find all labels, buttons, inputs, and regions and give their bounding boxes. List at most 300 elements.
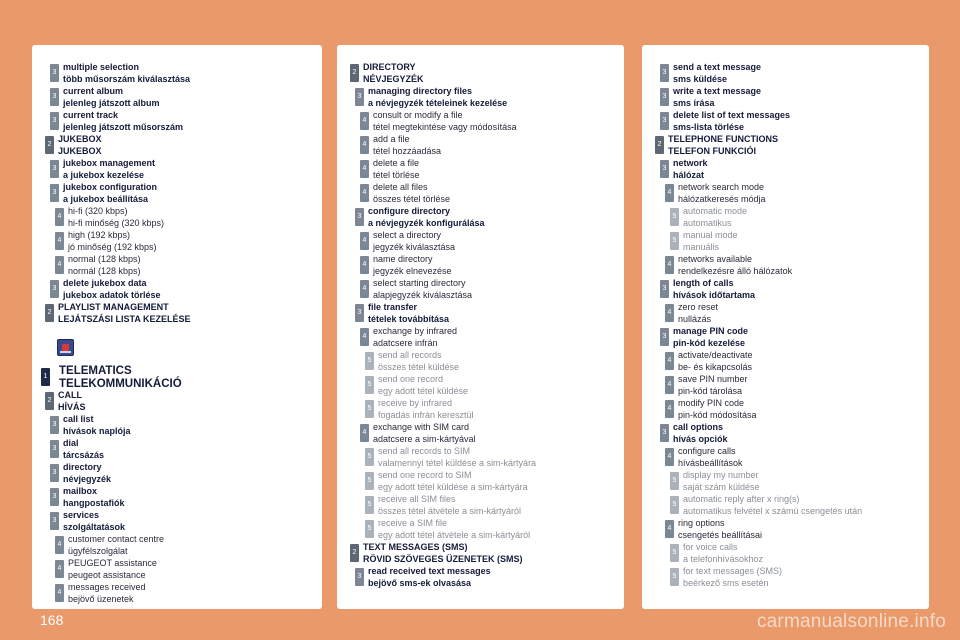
entry-label-hu: automatikus — [683, 218, 732, 228]
level-badge: 5 — [365, 496, 374, 514]
entry-label-hu: összes tétel átvétele a sim-kártyáról — [378, 506, 522, 516]
index-entry — [32, 581, 322, 605]
index-entry — [642, 181, 929, 205]
level-badge: 3 — [50, 512, 59, 530]
entry-text — [378, 445, 622, 469]
entry-text — [678, 181, 927, 205]
entry-label-hu: a jukebox kezelése — [63, 170, 145, 180]
entry-text — [673, 325, 927, 349]
level-badge: 5 — [365, 472, 374, 490]
entry-label-en: for voice calls — [683, 542, 738, 552]
entry-label-en: jukebox configuration — [63, 182, 158, 192]
entry-label-en: activate/deactivate — [678, 350, 753, 360]
entry-label-hu: hálózatkeresés módja — [678, 194, 766, 204]
level-badge: 3 — [355, 208, 364, 226]
entry-label-hu: alapjegyzék kiválasztása — [373, 290, 473, 300]
entry-label-hu: normál (128 kbps) — [68, 266, 141, 276]
entry-label-hu: pin-kód módosítása — [678, 410, 757, 420]
entry-label-hu: RÖVID SZÖVEGES ÜZENETEK (SMS) — [363, 554, 523, 564]
entry-label-en: automatic reply after x ring(s) — [683, 494, 800, 504]
index-column-2 — [337, 45, 624, 609]
index-entry — [642, 373, 929, 397]
entry-text — [678, 445, 927, 469]
entry-label-hu: hálózat — [673, 170, 705, 180]
index-entry — [642, 109, 929, 133]
entry-text — [368, 85, 622, 109]
entry-text — [63, 85, 320, 109]
entry-label-en: save PIN number — [678, 374, 748, 384]
entry-label-hu: a telefonhívásokhoz — [683, 554, 764, 564]
entry-text — [668, 133, 927, 157]
level-badge: 2 — [350, 64, 359, 82]
entry-label-en: call options — [673, 422, 724, 432]
entry-text — [673, 421, 927, 445]
entry-label-hu: manuális — [683, 242, 720, 252]
entry-label-en: delete list of text messages — [673, 110, 791, 120]
level-badge: 4 — [55, 536, 64, 554]
entry-label-hu: tétel hozzáadása — [373, 146, 442, 156]
level-badge: 3 — [660, 328, 669, 346]
entry-text — [63, 413, 320, 437]
entry-text — [378, 469, 622, 493]
entry-label-en: send one record to SIM — [378, 470, 472, 480]
level-badge: 3 — [50, 488, 59, 506]
entry-label-hu: egy adott tétel küldése a sim-kártyára — [378, 482, 528, 492]
index-entry — [642, 61, 929, 85]
entry-label-en: customer contact centre — [68, 534, 165, 544]
index-entry — [32, 109, 322, 133]
entry-text — [59, 365, 320, 391]
entry-label-en: length of calls — [673, 278, 734, 288]
entry-text — [373, 325, 622, 349]
index-entry — [337, 517, 624, 541]
entry-label-en: configure calls — [678, 446, 736, 456]
entry-label-hu: TELEFON FUNKCIÓI — [668, 146, 756, 156]
entry-label-hu: bejövő üzenetek — [68, 594, 134, 604]
level-badge: 2 — [45, 392, 54, 410]
entry-label-hu: jegyzék kiválasztása — [373, 242, 456, 252]
level-badge: 4 — [665, 448, 674, 466]
entry-text — [63, 181, 320, 205]
index-entry — [32, 61, 322, 85]
entry-text — [63, 61, 320, 85]
entry-label-en: select a directory — [373, 230, 442, 240]
entry-label-en: send a text message — [673, 62, 762, 72]
level-badge: 4 — [360, 280, 369, 298]
entry-text — [673, 61, 927, 85]
entry-label-hu: adatcsere a sim-kártyával — [373, 434, 476, 444]
index-entry — [337, 181, 624, 205]
entry-text — [68, 533, 320, 557]
entry-label-en: current album — [63, 86, 124, 96]
index-entry — [32, 229, 322, 253]
entry-text — [63, 277, 320, 301]
entry-label-en: DIRECTORY — [363, 62, 416, 72]
entry-label-hu: névjegyzék — [63, 474, 112, 484]
entry-text — [678, 373, 927, 397]
index-entry — [32, 85, 322, 109]
entry-label-en: PEUGEOT assistance — [68, 558, 157, 568]
entry-label-en: CALL — [58, 390, 82, 400]
entry-text — [58, 301, 320, 325]
level-badge: 5 — [670, 472, 679, 490]
level-badge: 4 — [360, 112, 369, 130]
entry-label-en: networks available — [678, 254, 753, 264]
entry-label-hu: automatikus felvétel x számú csengetés után — [683, 506, 863, 516]
index-entry — [32, 133, 322, 157]
index-column-1 — [32, 45, 322, 609]
entry-text — [678, 349, 927, 373]
entry-label-en: managing directory files — [368, 86, 473, 96]
index-entry — [337, 277, 624, 301]
entry-label-hu: hi-fi minőség (320 kbps) — [68, 218, 165, 228]
level-badge: 3 — [50, 160, 59, 178]
index-entry — [337, 253, 624, 277]
entry-text — [63, 509, 320, 533]
index-entry — [32, 301, 322, 325]
level-badge: 5 — [365, 352, 374, 370]
level-badge: 2 — [45, 136, 54, 154]
index-entry — [337, 373, 624, 397]
index-entry — [642, 325, 929, 349]
level-badge: 3 — [50, 464, 59, 482]
level-badge: 4 — [665, 400, 674, 418]
entry-text — [368, 205, 622, 229]
entry-label-hu: jelenleg játszott műsorszám — [63, 122, 184, 132]
entry-text — [68, 581, 320, 605]
entry-text — [373, 253, 622, 277]
entry-label-hu: HÍVÁS — [58, 402, 86, 412]
level-badge: 4 — [55, 256, 64, 274]
level-badge: 3 — [50, 416, 59, 434]
entry-label-en: name directory — [373, 254, 433, 264]
index-entry — [642, 133, 929, 157]
level-badge: 4 — [665, 304, 674, 322]
entry-text — [683, 205, 927, 229]
index-entry — [32, 485, 322, 509]
level-badge: 4 — [665, 520, 674, 538]
entry-label-en: services — [63, 510, 100, 520]
level-badge: 3 — [660, 88, 669, 106]
entry-label-en: multiple selection — [63, 62, 140, 72]
entry-label-hu: jegyzék elnevezése — [373, 266, 452, 276]
index-entry — [642, 277, 929, 301]
entry-label-hu: sms írása — [673, 98, 715, 108]
entry-label-en: delete a file — [373, 158, 420, 168]
entry-text — [373, 157, 622, 181]
entry-text — [673, 157, 927, 181]
level-badge: 2 — [45, 304, 54, 322]
index-entry — [32, 413, 322, 437]
index-entry — [642, 349, 929, 373]
entry-label-en: file transfer — [368, 302, 418, 312]
entry-label-hu: LEJÁTSZÁSI LISTA KEZELÉSE — [58, 314, 191, 324]
entry-label-en: current track — [63, 110, 119, 120]
entry-label-hu: pin-kód tárolása — [678, 386, 743, 396]
entry-label-hu: nullázás — [678, 314, 712, 324]
entry-text — [373, 421, 622, 445]
entry-text — [68, 557, 320, 581]
level-badge: 3 — [50, 112, 59, 130]
entry-label-en: call list — [63, 414, 94, 424]
entry-label-en: hi-fi (320 kbps) — [68, 206, 128, 216]
level-badge: 3 — [660, 160, 669, 178]
entry-label-en: network search mode — [678, 182, 765, 192]
entry-label-hu: rendelkezésre álló hálózatok — [678, 266, 793, 276]
entry-text — [58, 133, 320, 157]
index-entry — [337, 421, 624, 445]
level-badge: 4 — [665, 376, 674, 394]
watermark: carmanualsonline.info — [756, 611, 946, 632]
entry-label-hu: jelenleg játszott album — [63, 98, 160, 108]
entry-text — [378, 373, 622, 397]
index-entry — [642, 301, 929, 325]
index-entry — [337, 85, 624, 109]
level-badge: 5 — [670, 544, 679, 562]
entry-label-en: messages received — [68, 582, 146, 592]
index-entry — [642, 565, 929, 589]
entry-label-hu: tárcsázás — [63, 450, 105, 460]
entry-text — [683, 493, 927, 517]
entry-label-hu: TELEKOMMUNIKÁCIÓ — [59, 378, 182, 390]
entry-label-en: exchange with SIM card — [373, 422, 470, 432]
entry-text — [378, 493, 622, 517]
index-entry — [642, 541, 929, 565]
entry-label-en: send all records to SIM — [378, 446, 471, 456]
level-badge: 3 — [660, 64, 669, 82]
entry-label-en: high (192 kbps) — [68, 230, 131, 240]
index-entry — [642, 253, 929, 277]
entry-label-en: receive by infrared — [378, 398, 453, 408]
entry-label-en: exchange by infrared — [373, 326, 458, 336]
entry-label-hu: tétel törlése — [373, 170, 420, 180]
index-entry — [642, 469, 929, 493]
index-entry — [337, 565, 624, 589]
entry-label-hu: hangpostafiók — [63, 498, 125, 508]
level-badge: 4 — [360, 256, 369, 274]
entry-label-hu: valamennyi tétel küldése a sim-kártyára — [378, 458, 537, 468]
level-badge: 5 — [365, 520, 374, 538]
entry-label-hu: tételek továbbítása — [368, 314, 450, 324]
entry-label-en: TEXT MESSAGES (SMS) — [363, 542, 468, 552]
entry-label-hu: NÉVJEGYZÉK — [363, 74, 424, 84]
index-entry — [32, 205, 322, 229]
level-badge: 4 — [360, 184, 369, 202]
entry-text — [373, 277, 622, 301]
level-badge: 3 — [50, 280, 59, 298]
entry-label-hu: ügyfélszolgálat — [68, 546, 128, 556]
entry-label-en: normal (128 kbps) — [68, 254, 141, 264]
level-badge: 5 — [365, 448, 374, 466]
index-entry — [32, 253, 322, 277]
entry-label-en: display my number — [683, 470, 759, 480]
level-badge: 5 — [670, 232, 679, 250]
entry-text — [68, 205, 320, 229]
entry-text — [683, 469, 927, 493]
entry-text — [673, 85, 927, 109]
entry-label-hu: hívásbeállítások — [678, 458, 743, 468]
index-entry — [32, 157, 322, 181]
level-badge: 4 — [360, 160, 369, 178]
entry-text — [678, 253, 927, 277]
index-entry — [32, 461, 322, 485]
level-badge: 4 — [360, 232, 369, 250]
entry-label-hu: sms küldése — [673, 74, 728, 84]
entry-text — [678, 301, 927, 325]
entry-label-en: modify PIN code — [678, 398, 745, 408]
entry-label-hu: egy adott tétel küldése — [378, 386, 469, 396]
index-entry — [337, 133, 624, 157]
entry-label-hu: hívások időtartama — [673, 290, 756, 300]
index-entry — [642, 517, 929, 541]
page-number: 168 — [40, 612, 64, 628]
entry-text — [373, 229, 622, 253]
entry-label-hu: saját szám küldése — [683, 482, 760, 492]
entry-label-hu: hívás opciók — [673, 434, 728, 444]
entry-text — [68, 229, 320, 253]
entry-text — [368, 301, 622, 325]
entry-label-en: delete all files — [373, 182, 428, 192]
entry-text — [378, 397, 622, 421]
entry-label-hu: adatcsere infrán — [373, 338, 438, 348]
entry-label-en: manage PIN code — [673, 326, 749, 336]
level-badge: 4 — [360, 136, 369, 154]
level-badge: 3 — [355, 304, 364, 322]
index-entry — [337, 301, 624, 325]
entry-text — [683, 229, 927, 253]
level-badge: 4 — [55, 584, 64, 602]
entry-text — [673, 277, 927, 301]
entry-label-hu: beérkező sms esetén — [683, 578, 769, 588]
entry-text — [373, 109, 622, 133]
entry-label-hu: szolgáltatások — [63, 522, 126, 532]
entry-label-hu: csengetés beállításai — [678, 530, 763, 540]
entry-label-en: ring options — [678, 518, 725, 528]
entry-label-en: zero reset — [678, 302, 719, 312]
entry-label-hu: bejövő sms-ek olvasása — [368, 578, 472, 588]
index-entry — [32, 365, 322, 389]
index-entry — [337, 349, 624, 373]
entry-text — [683, 565, 927, 589]
level-badge: 5 — [670, 568, 679, 586]
entry-text — [373, 133, 622, 157]
entry-label-en: TELEPHONE FUNCTIONS — [668, 134, 779, 144]
entry-label-hu: be- és kikapcsolás — [678, 362, 753, 372]
index-entry — [642, 205, 929, 229]
level-badge: 3 — [50, 440, 59, 458]
level-badge: 1 — [41, 368, 50, 386]
entry-text — [673, 109, 927, 133]
entry-label-hu: tétel megtekintése vagy módosítása — [373, 122, 517, 132]
index-entry — [337, 109, 624, 133]
level-badge: 3 — [660, 424, 669, 442]
index-entry — [642, 157, 929, 181]
entry-label-en: for text messages (SMS) — [683, 566, 783, 576]
index-entry — [642, 229, 929, 253]
level-badge: 3 — [50, 64, 59, 82]
entry-label-en: JUKEBOX — [58, 134, 102, 144]
entry-label-hu: sms-lista törlése — [673, 122, 745, 132]
level-badge: 3 — [660, 280, 669, 298]
level-badge: 2 — [655, 136, 664, 154]
entry-text — [678, 517, 927, 541]
level-badge: 3 — [50, 184, 59, 202]
index-entry — [337, 493, 624, 517]
index-entry — [642, 397, 929, 421]
level-badge: 5 — [365, 400, 374, 418]
index-entry — [337, 445, 624, 469]
index-entry — [32, 557, 322, 581]
entry-label-hu: több műsorszám kiválasztása — [63, 74, 191, 84]
entry-text — [58, 389, 320, 413]
telematics-icon — [57, 339, 74, 356]
level-badge: 4 — [360, 424, 369, 442]
level-badge: 5 — [365, 376, 374, 394]
index-entry — [32, 437, 322, 461]
entry-label-en: select starting directory — [373, 278, 466, 288]
entry-text — [63, 157, 320, 181]
entry-label-hu: a névjegyzék tételeinek kezelése — [368, 98, 508, 108]
level-badge: 4 — [665, 184, 674, 202]
entry-label-hu: összes tétel küldése — [378, 362, 460, 372]
entry-label-en: directory — [63, 462, 102, 472]
index-entry — [337, 541, 624, 565]
entry-label-hu: egy adott tétel átvétele a sim-kártyáról — [378, 530, 531, 540]
entry-text — [63, 109, 320, 133]
level-badge: 2 — [350, 544, 359, 562]
index-entry — [642, 493, 929, 517]
index-entry — [642, 85, 929, 109]
level-badge: 4 — [360, 328, 369, 346]
index-entry — [32, 181, 322, 205]
level-badge: 5 — [670, 208, 679, 226]
entry-label-hu: jukebox adatok törlése — [63, 290, 161, 300]
index-entry — [337, 397, 624, 421]
entry-text — [378, 349, 622, 373]
entry-label-en: send one record — [378, 374, 444, 384]
index-column-3 — [642, 45, 929, 609]
entry-label-hu: JUKEBOX — [58, 146, 102, 156]
entry-label-en: send all records — [378, 350, 442, 360]
level-badge: 4 — [665, 256, 674, 274]
level-badge: 3 — [50, 88, 59, 106]
entry-label-en: automatic mode — [683, 206, 748, 216]
entry-text — [683, 541, 927, 565]
entry-label-hu: összes tétel törlése — [373, 194, 451, 204]
entry-label-hu: peugeot assistance — [68, 570, 146, 580]
entry-label-hu: fogadás infrán keresztül — [378, 410, 474, 420]
entry-text — [363, 541, 622, 565]
entry-text — [678, 397, 927, 421]
entry-label-en: read received text messages — [368, 566, 491, 576]
index-entry — [32, 509, 322, 533]
entry-label-en: configure directory — [368, 206, 451, 216]
entry-text — [63, 461, 320, 485]
index-entry — [337, 229, 624, 253]
level-badge: 3 — [660, 112, 669, 130]
level-badge: 4 — [55, 232, 64, 250]
index-entry — [337, 325, 624, 349]
entry-text — [63, 437, 320, 461]
entry-text — [363, 61, 622, 85]
entry-text — [378, 517, 622, 541]
entry-label-en: network — [673, 158, 708, 168]
entry-text — [368, 565, 622, 589]
level-badge: 5 — [670, 496, 679, 514]
index-entry — [337, 61, 624, 85]
level-badge: 4 — [55, 560, 64, 578]
entry-text — [63, 485, 320, 509]
